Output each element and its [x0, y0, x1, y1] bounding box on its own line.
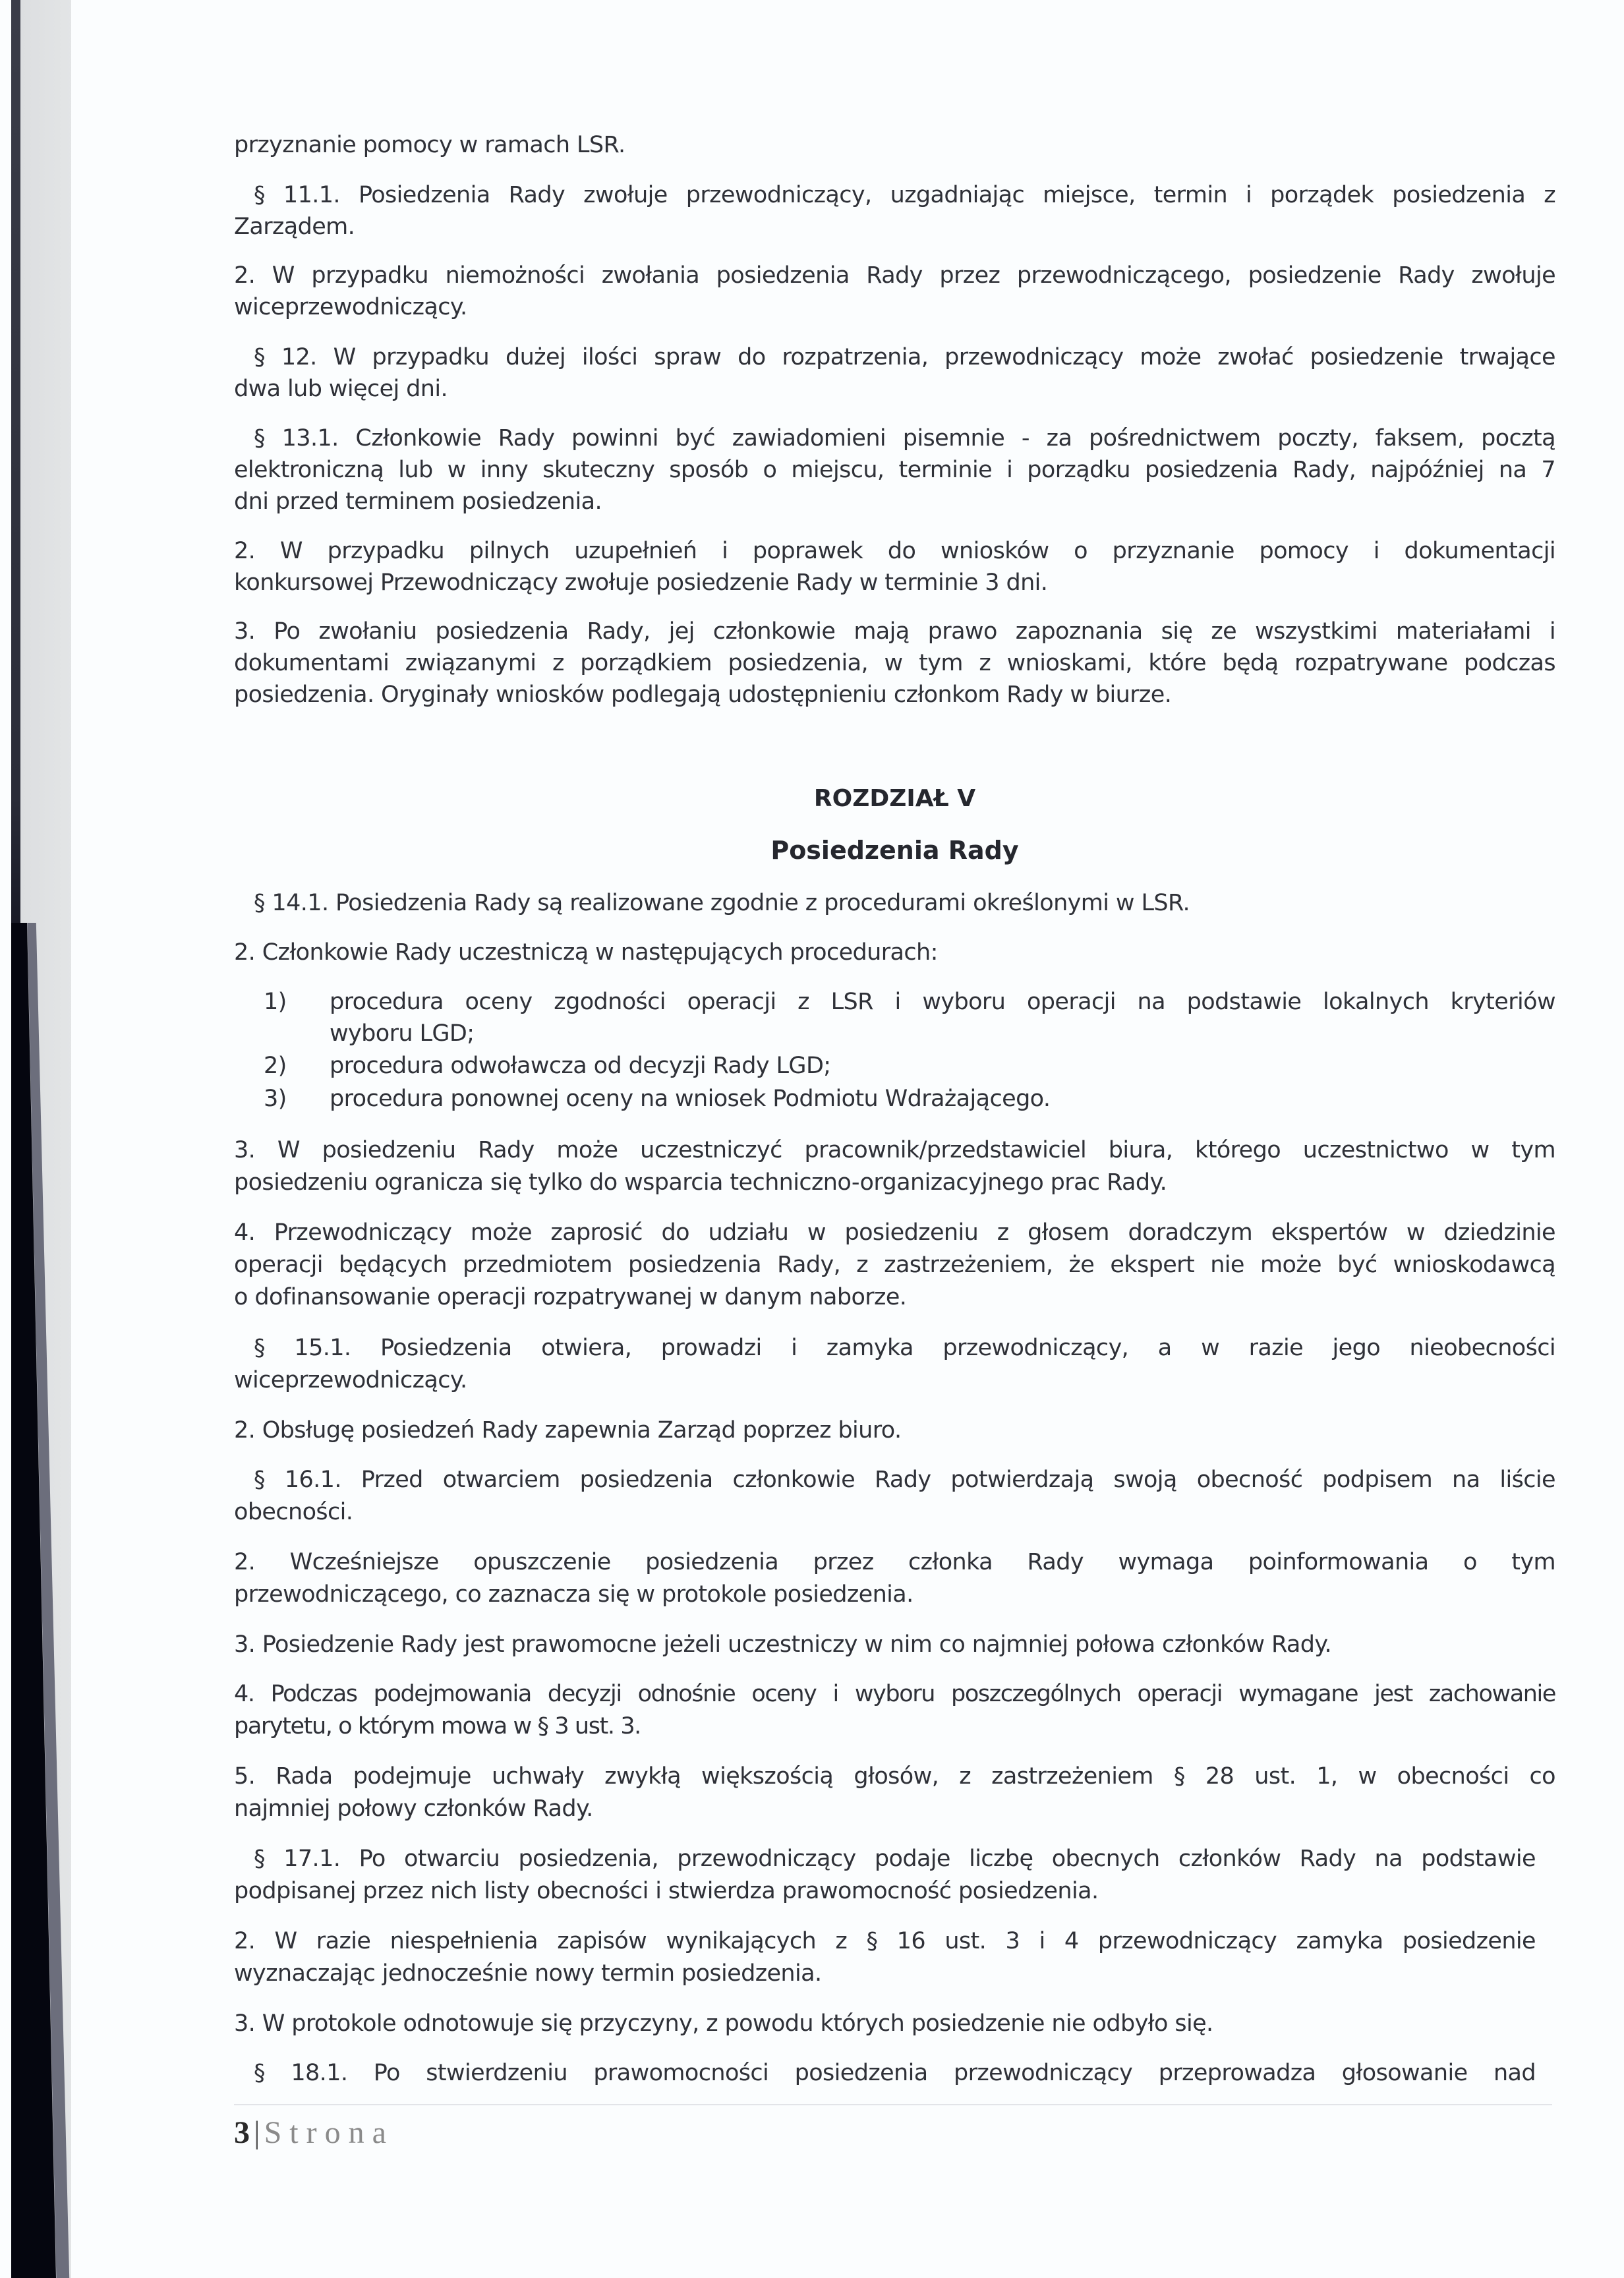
paragraph-16-1-line: § 16.1. Przed otwarciem posiedzenia członkowie Rady potwierdzają swoją obecność podpisem na liście: [254, 1467, 1555, 1493]
paragraph-14-4-line: o dofinansowanie operacji rozpatrywanej w danym naborze.: [234, 1284, 907, 1310]
list-item-number: 1): [264, 989, 287, 1015]
list-item-text: procedura ponownej oceny na wniosek Podmiotu Wdrażającego.: [330, 1086, 1051, 1112]
list-item-number: 3): [264, 1086, 287, 1112]
footer-divider: [234, 2104, 1552, 2105]
page-number: 3: [234, 2115, 250, 2150]
list-item-text: wyboru LGD;: [330, 1020, 475, 1047]
paragraph-12-line: § 12. W przypadku dużej ilości spraw do rozpatrzenia, przewodniczący może zwołać posiedzenie trwające: [254, 344, 1555, 370]
paragraph-16-3-line: 3. Posiedzenie Rady jest prawomocne jeżeli uczestniczy w nim co najmniej połowa członków Rady.: [234, 1631, 1332, 1658]
paragraph-13-1-line: § 13.1. Członkowie Rady powinni być zawiadomieni pisemnie - za pośrednictwem poczty, faksem, pocztą: [254, 425, 1555, 452]
paragraph-13-2-line: konkursowej Przewodniczący zwołuje posiedzenie Rady w terminie 3 dni.: [234, 570, 1048, 596]
paragraph-11-2-line: 2. W przypadku niemożności zwołania posiedzenia Rady przez przewodniczącego, posiedzenie Rady zwołuje: [234, 262, 1555, 289]
paragraph-15-1-line: § 15.1. Posiedzenia otwiera, prowadzi i zamyka przewodniczący, a w razie jego nieobecności: [254, 1335, 1555, 1361]
paragraph-17-2-line: wyznaczając jednocześnie nowy termin posiedzenia.: [234, 1960, 822, 1987]
paragraph-13-2-line: 2. W przypadku pilnych uzupełnień i poprawek do wniosków o przyznanie pomocy i dokumentacji: [234, 538, 1555, 564]
paragraph-14-1-line: § 14.1. Posiedzenia Rady są realizowane zgodnie z procedurami określonymi w LSR.: [254, 890, 1190, 916]
paragraph-11-2-line: wiceprzewodniczący.: [234, 294, 467, 320]
paragraph-11-1-line: Zarządem.: [234, 214, 355, 240]
paragraph-16-5-line: 5. Rada podejmuje uchwały zwykłą większością głosów, z zastrzeżeniem § 28 ust. 1, w obecności co: [234, 1763, 1555, 1790]
list-item-number: 2): [264, 1053, 287, 1079]
list-item-text: procedura odwoławcza od decyzji Rady LGD;: [330, 1053, 831, 1079]
paragraph-16-5-line: najmniej połowy członków Rady.: [234, 1796, 593, 1822]
paragraph-15-1-line: wiceprzewodniczący.: [234, 1367, 467, 1393]
paragraph-17-1-line: § 17.1. Po otwarciu posiedzenia, przewodniczący podaje liczbę obecnych członków Rady na podstawie: [254, 1846, 1536, 1872]
paragraph-14-3-line: 3. W posiedzeniu Rady może uczestniczyć pracownik/przedstawiciel biura, którego uczestnictwo w tym: [234, 1137, 1555, 1163]
paragraph-13-3-line: dokumentami związanymi z porządkiem posiedzenia, w tym z wnioskami, które będą rozpatrywane podczas: [234, 650, 1555, 676]
paragraph-16-4-line: 4. Podczas podejmowania decyzji odnośnie oceny i wyboru poszczególnych operacji wymagane jest zachowanie: [234, 1681, 1555, 1707]
paragraph-16-1-line: obecności.: [234, 1499, 353, 1525]
paragraph-12-line: dwa lub więcej dni.: [234, 376, 448, 402]
paragraph-13-1-line: elektroniczną lub w inny skuteczny sposób o miejscu, terminie i porządku posiedzenia Rady, najpóźniej na 7: [234, 457, 1555, 483]
paragraph-11-1-line: § 11.1. Posiedzenia Rady zwołuje przewodniczący, uzgadniając miejsce, termin i porządek posiedzenia z: [254, 182, 1555, 208]
page-label: Strona: [264, 2115, 394, 2150]
chapter-title: Posiedzenia Rady: [770, 836, 1019, 865]
paragraph-14-4-line: 4. Przewodniczący może zaprosić do udziału w posiedzeniu z głosem doradczym ekspertów w dziedzinie: [234, 1219, 1555, 1246]
page-footer: [234, 2115, 394, 2151]
paragraph-17-2-line: 2. W razie niespełnienia zapisów wynikających z § 16 ust. 3 i 4 przewodniczący zamyka posiedzenie: [234, 1928, 1536, 1954]
paragraph-13-1-line: dni przed terminem posiedzenia.: [234, 488, 602, 515]
paragraph-17-3-line: 3. W protokole odnotowuje się przyczyny, z powodu których posiedzenie nie odbyło się.: [234, 2010, 1213, 2037]
paragraph-16-4-line: parytetu, o którym mowa w § 3 ust. 3.: [234, 1713, 641, 1739]
paragraph-14-2-line: 2. Członkowie Rady uczestniczą w następujących procedurach:: [234, 939, 938, 966]
paragraph-15-2-line: 2. Obsługę posiedzeń Rady zapewnia Zarząd poprzez biuro.: [234, 1417, 902, 1444]
paragraph-14-4-line: operacji będących przedmiotem posiedzenia Rady, z zastrzeżeniem, że ekspert nie może być wnioskodawcą: [234, 1252, 1555, 1278]
paragraph-17-1-line: podpisanej przez nich listy obecności i stwierdza prawomocność posiedzenia.: [234, 1878, 1099, 1904]
paragraph-14-3-line: posiedzeniu ogranicza się tylko do wsparcia techniczno-organizacyjnego prac Rady.: [234, 1169, 1167, 1196]
chapter-number: ROZDZIAŁ V: [813, 785, 976, 812]
list-item-text: procedura oceny zgodności operacji z LSR i wyboru operacji na podstawie lokalnych kryteriów: [330, 989, 1555, 1015]
footer-separator: |: [254, 2115, 260, 2150]
paragraph-13-3-line: 3. Po zwołaniu posiedzenia Rady, jej członkowie mają prawo zapoznania się ze wszystkimi materiałami i: [234, 618, 1555, 645]
paragraph-line: przyznanie pomocy w ramach LSR.: [234, 132, 625, 158]
paragraph-16-2-line: 2. Wcześniejsze opuszczenie posiedzenia przez członka Rady wymaga poinformowania o tym: [234, 1549, 1555, 1575]
paragraph-16-2-line: przewodniczącego, co zaznacza się w protokole posiedzenia.: [234, 1581, 914, 1608]
paragraph-18-1-line: § 18.1. Po stwierdzeniu prawomocności posiedzenia przewodniczący przeprowadza głosowanie nad: [254, 2060, 1536, 2086]
paragraph-13-3-line: posiedzenia. Oryginały wniosków podlegają udostępnieniu członkom Rady w biurze.: [234, 682, 1172, 708]
